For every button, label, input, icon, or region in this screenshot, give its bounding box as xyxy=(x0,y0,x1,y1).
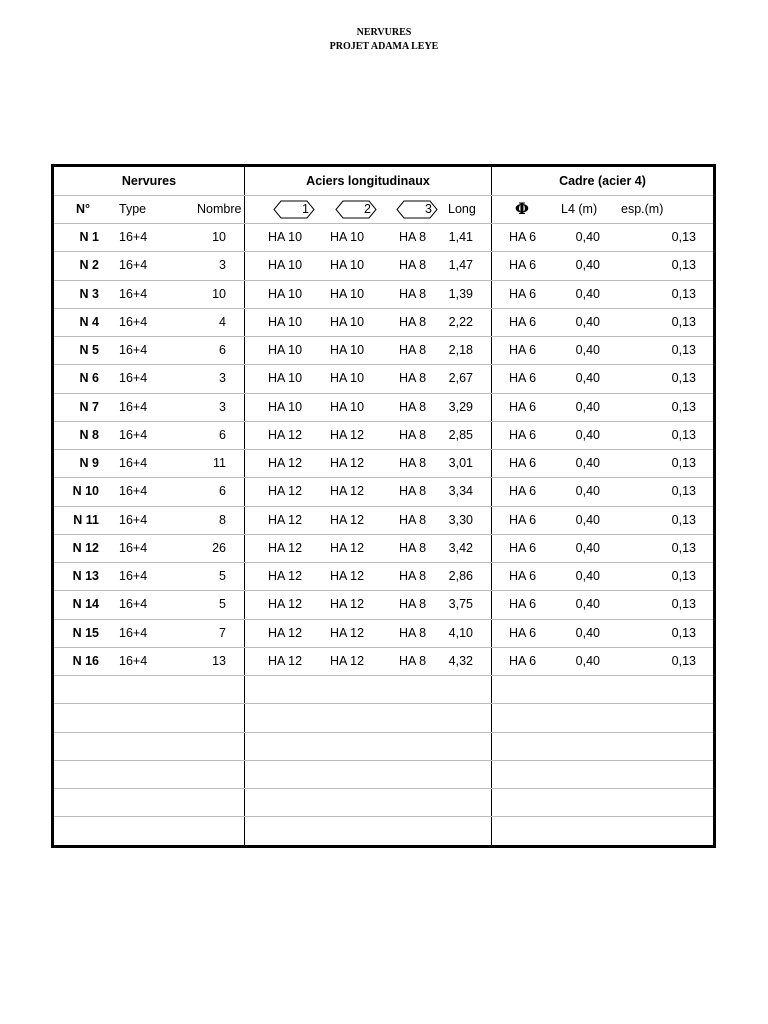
col-header-l4: L4 (m) xyxy=(561,202,598,216)
group-header-aciers: Aciers longitudinaux xyxy=(306,174,430,188)
bar-2-label: 2 xyxy=(364,202,371,216)
group-header-cadre: Cadre (acier 4) xyxy=(559,174,646,188)
cell-phi: HA 6 xyxy=(509,314,537,329)
table-row xyxy=(54,280,713,308)
cell-type: 16+4 xyxy=(119,569,148,583)
table-row xyxy=(54,223,713,251)
cell-bar-1: HA 10 xyxy=(268,371,303,386)
cell-bar-1: HA 10 xyxy=(268,314,303,329)
cell-phi: HA 6 xyxy=(509,286,537,301)
table-row xyxy=(54,477,713,505)
group-header-row xyxy=(54,167,713,195)
cell-long: 1,41 xyxy=(448,230,473,244)
cell-type: 16+4 xyxy=(119,512,148,527)
cell-num: N 16 xyxy=(72,653,99,668)
cell-esp: 0,13 xyxy=(671,427,696,442)
cell-num: N 2 xyxy=(79,258,99,273)
cell-esp: 0,13 xyxy=(671,371,696,386)
cell-esp: 0,13 xyxy=(671,230,696,244)
cell-l4: 0,40 xyxy=(575,456,600,470)
cell-bar-3: HA 8 xyxy=(399,399,427,414)
cell-bar-3: HA 8 xyxy=(399,625,427,640)
cell-bar-1: HA 10 xyxy=(268,399,303,414)
table-row xyxy=(54,647,713,675)
cell-bar-3: HA 8 xyxy=(399,314,427,329)
cell-long: 2,18 xyxy=(448,343,473,357)
cell-bar-1: HA 12 xyxy=(268,540,303,555)
cell-long: 2,86 xyxy=(448,569,473,583)
cell-phi: HA 6 xyxy=(509,625,537,640)
cell-num: N 3 xyxy=(79,286,99,301)
cell-esp: 0,13 xyxy=(671,569,696,583)
cell-esp: 0,13 xyxy=(671,343,696,357)
document-subtitle: PROJET ADAMA LEYE xyxy=(329,41,439,52)
col-header-esp: esp.(m) xyxy=(621,202,664,216)
bar-1-label: 1 xyxy=(302,202,309,216)
cell-bar-1: HA 12 xyxy=(268,456,303,470)
col-header-nombre: Nombre xyxy=(197,202,242,216)
cell-long: 1,47 xyxy=(448,258,473,273)
cell-bar-2: HA 12 xyxy=(330,456,365,470)
column-header-row xyxy=(54,195,713,223)
cell-phi: HA 6 xyxy=(509,512,537,527)
cell-bar-3: HA 8 xyxy=(399,427,427,442)
cell-num: N 15 xyxy=(72,625,99,640)
cell-bar-2: HA 12 xyxy=(330,484,365,499)
cell-phi: HA 6 xyxy=(509,540,537,555)
bar-2-hexagon-icon xyxy=(335,200,377,219)
cell-l4: 0,40 xyxy=(575,343,600,357)
cell-bar-2: HA 12 xyxy=(330,653,365,668)
cell-esp: 0,13 xyxy=(671,597,696,612)
cell-type: 16+4 xyxy=(119,230,148,244)
cell-l4: 0,40 xyxy=(575,540,600,555)
cell-bar-2: HA 10 xyxy=(330,343,365,357)
cell-bar-3: HA 8 xyxy=(399,512,427,527)
cell-bar-3: HA 8 xyxy=(399,569,427,583)
cell-esp: 0,13 xyxy=(671,540,696,555)
cell-l4: 0,40 xyxy=(575,427,600,442)
cell-bar-2: HA 12 xyxy=(330,427,365,442)
cell-esp: 0,13 xyxy=(671,456,696,470)
cell-bar-2: HA 10 xyxy=(330,258,365,273)
empty-table-row xyxy=(54,760,713,788)
cell-phi: HA 6 xyxy=(509,456,537,470)
cell-bar-1: HA 12 xyxy=(268,512,303,527)
document-title: NERVURES xyxy=(356,27,412,38)
cell-bar-1: HA 12 xyxy=(268,427,303,442)
cell-nombre: 3 xyxy=(219,371,226,386)
cell-type: 16+4 xyxy=(119,399,148,414)
cell-long: 4,10 xyxy=(448,625,473,640)
cell-type: 16+4 xyxy=(119,314,148,329)
cell-bar-2: HA 12 xyxy=(330,512,365,527)
cell-phi: HA 6 xyxy=(509,653,537,668)
cell-long: 3,30 xyxy=(448,512,473,527)
cell-l4: 0,40 xyxy=(575,569,600,583)
cell-bar-2: HA 12 xyxy=(330,597,365,612)
cell-bar-1: HA 10 xyxy=(268,258,303,273)
cell-l4: 0,40 xyxy=(575,597,600,612)
cell-esp: 0,13 xyxy=(671,653,696,668)
cell-bar-2: HA 12 xyxy=(330,569,365,583)
cell-l4: 0,40 xyxy=(575,625,600,640)
cell-num: N 1 xyxy=(79,230,99,244)
cell-l4: 0,40 xyxy=(575,314,600,329)
cell-bar-2: HA 10 xyxy=(330,286,365,301)
cell-long: 4,32 xyxy=(448,653,473,668)
cell-l4: 0,40 xyxy=(575,653,600,668)
cell-nombre: 6 xyxy=(219,484,226,499)
bar-3-hexagon-icon xyxy=(396,200,438,219)
empty-table-row xyxy=(54,703,713,731)
cell-num: N 4 xyxy=(79,314,99,329)
cell-bar-1: HA 10 xyxy=(268,343,303,357)
cell-phi: HA 6 xyxy=(509,597,537,612)
cell-esp: 0,13 xyxy=(671,512,696,527)
table-row xyxy=(54,364,713,392)
empty-table-row xyxy=(54,816,713,844)
nervures-table xyxy=(51,164,716,848)
row-divider xyxy=(54,195,713,196)
cell-type: 16+4 xyxy=(119,343,148,357)
cell-phi: HA 6 xyxy=(509,343,537,357)
cell-bar-1: HA 12 xyxy=(268,625,303,640)
cell-nombre: 3 xyxy=(219,258,226,273)
col-header-type: Type xyxy=(119,202,147,216)
cell-nombre: 4 xyxy=(219,314,226,329)
cell-type: 16+4 xyxy=(119,427,148,442)
cell-type: 16+4 xyxy=(119,258,148,273)
cell-num: N 10 xyxy=(72,484,99,499)
cell-num: N 11 xyxy=(73,512,99,527)
cell-bar-2: HA 10 xyxy=(330,314,365,329)
cell-nombre: 5 xyxy=(219,597,226,612)
cell-type: 16+4 xyxy=(119,653,148,668)
cell-l4: 0,40 xyxy=(575,258,600,273)
cell-nombre: 13 xyxy=(212,653,226,668)
cell-num: N 12 xyxy=(72,540,99,555)
cell-num: N 14 xyxy=(72,597,99,612)
cell-phi: HA 6 xyxy=(509,230,537,244)
cell-nombre: 11 xyxy=(213,456,226,470)
cell-type: 16+4 xyxy=(119,456,148,470)
cell-nombre: 10 xyxy=(212,230,226,244)
table-row xyxy=(54,449,713,477)
cell-nombre: 10 xyxy=(212,286,226,301)
cell-l4: 0,40 xyxy=(575,286,600,301)
cell-type: 16+4 xyxy=(119,371,148,386)
cell-bar-3: HA 8 xyxy=(399,286,427,301)
cell-long: 2,22 xyxy=(448,314,473,329)
cell-num: N 13 xyxy=(72,569,99,583)
cell-bar-2: HA 10 xyxy=(330,399,365,414)
cell-long: 2,67 xyxy=(448,371,473,386)
phi-diameter-icon: Φ xyxy=(515,199,529,218)
cell-phi: HA 6 xyxy=(509,258,537,273)
cell-bar-3: HA 8 xyxy=(399,597,427,612)
col-header-num: N° xyxy=(76,202,91,216)
table-row xyxy=(54,619,713,647)
cell-long: 3,42 xyxy=(448,540,473,555)
cell-bar-1: HA 12 xyxy=(268,653,303,668)
cell-bar-3: HA 8 xyxy=(399,230,427,244)
cell-type: 16+4 xyxy=(119,540,148,555)
cell-l4: 0,40 xyxy=(575,512,600,527)
cell-nombre: 5 xyxy=(219,569,226,583)
empty-table-row xyxy=(54,732,713,760)
cell-long: 3,29 xyxy=(448,399,473,414)
cell-nombre: 6 xyxy=(219,427,226,442)
table-row xyxy=(54,251,713,279)
cell-esp: 0,13 xyxy=(671,399,696,414)
cell-bar-1: HA 10 xyxy=(268,230,303,244)
cell-esp: 0,13 xyxy=(671,258,696,273)
bar-3-label: 3 xyxy=(425,202,432,216)
cell-l4: 0,40 xyxy=(575,484,600,499)
cell-type: 16+4 xyxy=(119,286,148,301)
cell-bar-3: HA 8 xyxy=(399,484,427,499)
group-header-nervures: Nervures xyxy=(121,174,177,188)
cell-bar-3: HA 8 xyxy=(399,540,427,555)
cell-bar-1: HA 12 xyxy=(268,569,303,583)
cell-type: 16+4 xyxy=(119,625,148,640)
cell-long: 2,85 xyxy=(448,427,473,442)
cell-bar-2: HA 12 xyxy=(330,540,365,555)
cell-esp: 0,13 xyxy=(671,314,696,329)
empty-table-row xyxy=(54,675,713,703)
table-row xyxy=(54,562,713,590)
table-row xyxy=(54,421,713,449)
cell-l4: 0,40 xyxy=(575,399,600,414)
cell-type: 16+4 xyxy=(119,597,148,612)
cell-long: 3,75 xyxy=(448,597,473,612)
table-row xyxy=(54,590,713,618)
col-header-long: Long xyxy=(448,202,476,216)
bar-1-hexagon-icon xyxy=(273,200,315,219)
empty-table-row xyxy=(54,788,713,816)
cell-nombre: 26 xyxy=(212,540,226,555)
cell-bar-2: HA 10 xyxy=(330,371,365,386)
cell-bar-2: HA 12 xyxy=(330,625,365,640)
table-row xyxy=(54,534,713,562)
cell-phi: HA 6 xyxy=(509,427,537,442)
cell-nombre: 3 xyxy=(219,399,226,414)
cell-bar-3: HA 8 xyxy=(399,653,427,668)
table-row xyxy=(54,393,713,421)
cell-long: 3,34 xyxy=(448,484,473,499)
cell-nombre: 6 xyxy=(219,343,226,357)
cell-long: 3,01 xyxy=(448,456,473,470)
cell-phi: HA 6 xyxy=(509,484,537,499)
cell-num: N 7 xyxy=(79,399,99,414)
cell-bar-2: HA 10 xyxy=(330,230,365,244)
table-row xyxy=(54,336,713,364)
cell-phi: HA 6 xyxy=(509,399,537,414)
cell-bar-3: HA 8 xyxy=(399,258,427,273)
cell-l4: 0,40 xyxy=(575,371,600,386)
cell-bar-3: HA 8 xyxy=(399,456,427,470)
cell-num: N 9 xyxy=(79,456,99,470)
cell-num: N 6 xyxy=(79,371,99,386)
table-row xyxy=(54,308,713,336)
cell-bar-3: HA 8 xyxy=(399,371,427,386)
cell-phi: HA 6 xyxy=(509,371,537,386)
cell-phi: HA 6 xyxy=(509,569,537,583)
cell-esp: 0,13 xyxy=(671,484,696,499)
cell-type: 16+4 xyxy=(119,484,148,499)
cell-num: N 5 xyxy=(79,343,99,357)
cell-nombre: 7 xyxy=(219,625,226,640)
cell-l4: 0,40 xyxy=(575,230,600,244)
cell-bar-1: HA 12 xyxy=(268,484,303,499)
cell-bar-3: HA 8 xyxy=(399,343,427,357)
cell-nombre: 8 xyxy=(219,512,226,527)
cell-bar-1: HA 10 xyxy=(268,286,303,301)
cell-long: 1,39 xyxy=(448,286,473,301)
cell-esp: 0,13 xyxy=(671,286,696,301)
table-row xyxy=(54,506,713,534)
cell-bar-1: HA 12 xyxy=(268,597,303,612)
cell-esp: 0,13 xyxy=(671,625,696,640)
cell-num: N 8 xyxy=(79,427,99,442)
